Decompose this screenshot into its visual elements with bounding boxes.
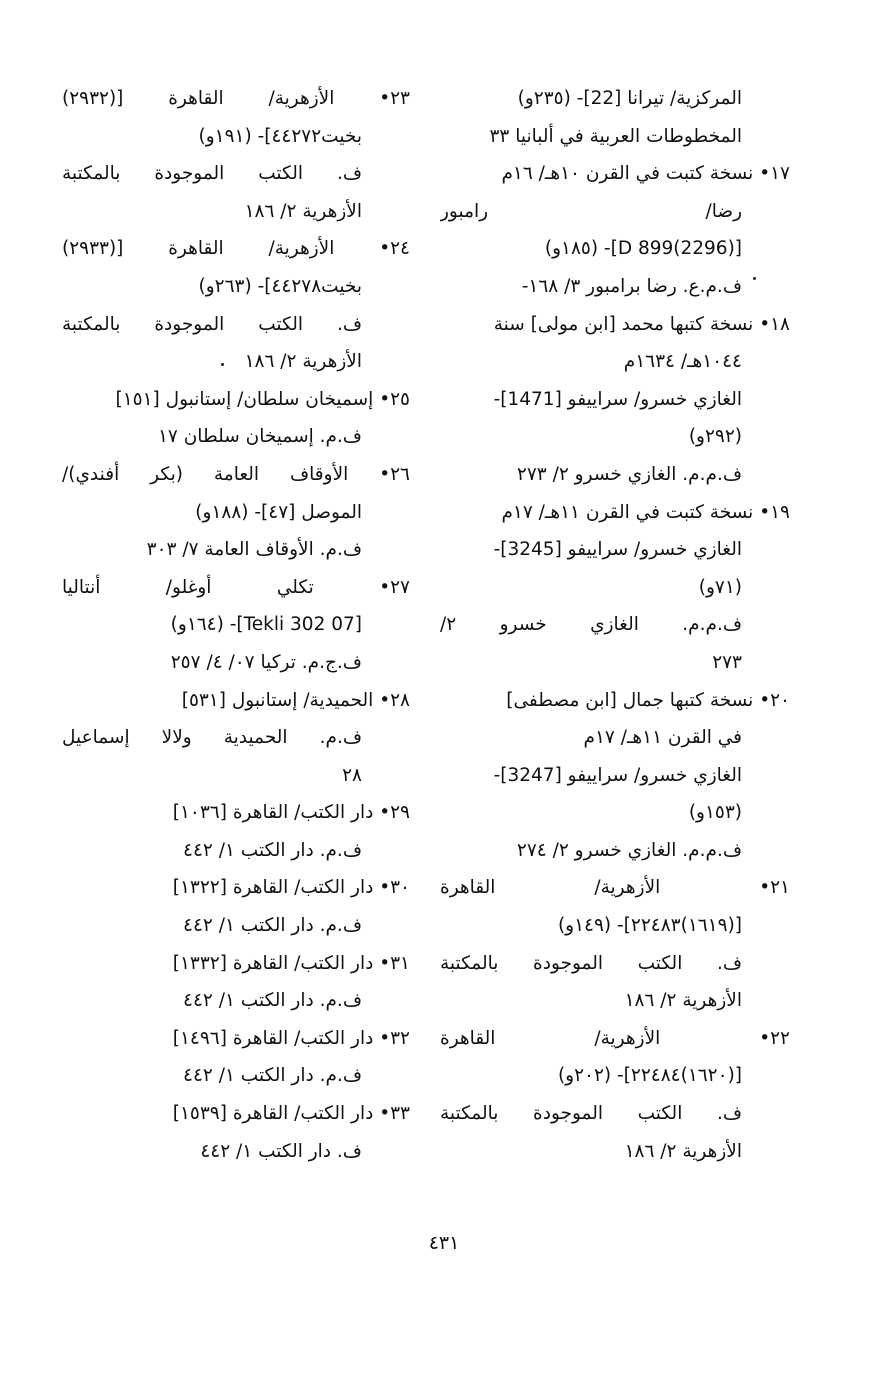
entry-detail-line: (٧١و) — [698, 576, 742, 598]
entry-heading-line: ١٨• نسخة كتبها محمد [ابن مولى] سنة — [493, 313, 790, 335]
entry-detail-line: ف.م. دار الكتب ١/ ٤٤٢ — [183, 915, 362, 937]
entry-detail-line: في القرن ١١هـ/ ١٧م — [583, 727, 742, 749]
speck-mark — [753, 277, 756, 280]
entry-detail-line: ف.م.م. الغازي خسرو ٢/ ٢٧٣ — [516, 463, 742, 485]
entry-detail-line: ٢٨ — [342, 764, 362, 786]
entry-heading-line: ٢٤• الأزهرية/ القاهرة [(٢٩٣٣) — [62, 238, 410, 260]
entry-detail-line: الموصل [٤٧]- (١٨٨و) — [195, 501, 362, 523]
entry-detail-line: ف. دار الكتب ١/ ٤٤٢ — [200, 1140, 362, 1162]
speck-mark — [221, 363, 224, 366]
entry-detail-line: ١٠٤٤هـ/ ١٦٣٤م — [623, 351, 742, 373]
entry-detail-line: ٢٧٣ — [712, 651, 742, 673]
entry-heading-line: ٣٣• دار الكتب/ القاهرة [١٥٣٩] — [172, 1103, 410, 1125]
entry-heading-line: ٢٠• نسخة كتبها جمال [ابن مصطفى] — [506, 689, 790, 711]
entry-detail-line: بخيت٤٤٢٧٢]- (١٩١و) — [198, 125, 362, 147]
entry-heading-line: ٢٧• تكلي أوغلو/ أنتاليا — [62, 576, 410, 598]
entry-heading-line: ٢٢• الأزهرية/ القاهرة — [440, 1027, 790, 1049]
entry-detail-line: [D 899(2296)]- (١٨٥و) — [544, 238, 742, 260]
entry-detail-line: ف.م. دار الكتب ١/ ٤٤٢ — [183, 839, 362, 861]
entry-heading-line: ٢٥• إسميخان سلطان/ إستانبول [١٥١] — [115, 388, 410, 410]
entry-detail-line: ف.م. إسميخان سلطان ١٧ — [157, 426, 362, 448]
entry-heading-line: ٢١• الأزهرية/ القاهرة — [440, 877, 790, 899]
entry-detail-line: الغازي خسرو/ سراييفو [1471]- — [493, 388, 742, 410]
entry-detail-line: ف.م. دار الكتب ١/ ٤٤٢ — [183, 1065, 362, 1087]
entry-detail-line: الأزهرية ٢/ ١٨٦ — [624, 1140, 742, 1162]
entry-heading-line: ١٧• نسخة كتبت في القرن ١٠هـ/ ١٦م — [501, 163, 790, 185]
entry-heading-line: ٢٨• الحميدية/ إستانبول [٥٣١] — [181, 689, 410, 711]
entry-detail-line: المخطوطات العربية في ألبانيا ٣٣ — [489, 125, 742, 147]
entry-heading-line: ٣٠• دار الكتب/ القاهرة [١٣٢٢] — [172, 877, 410, 899]
right-column — [440, 80, 790, 1170]
entry-detail-line: ف. الكتب الموجودة بالمكتبة — [62, 313, 362, 335]
entry-detail-line: ف.ج.م. تركيا ٠٧/ ٤/ ٢٥٧ — [170, 651, 362, 673]
entry-heading-line: ٢٩• دار الكتب/ القاهرة [١٠٣٦] — [172, 802, 410, 824]
entry-detail-line: (١٥٣و) — [688, 802, 742, 824]
entry-detail-line: [(١٦١٩)٢٢٤٨٣]- (١٤٩و) — [557, 915, 742, 937]
entry-detail-line: ف.م.م. الغازي خسرو ٢/ — [440, 614, 742, 636]
entry-heading-line: ٢٦• الأوقاف العامة (بكر أفندي)/ — [62, 463, 410, 485]
entry-detail-line: الأزهرية ٢/ ١٨٦ — [244, 351, 362, 373]
entry-detail-line: ف. الكتب الموجودة بالمكتبة — [440, 1103, 742, 1125]
entry-detail-line: [Tekli 302 07]- (١٦٤و) — [170, 614, 362, 636]
entry-heading-line: ٢٣• الأزهرية/ القاهرة [(٢٩٣٢) — [62, 88, 410, 109]
left-column — [62, 80, 410, 1170]
entry-heading-line: ١٩• نسخة كتبت في القرن ١١هـ/ ١٧م — [501, 501, 790, 523]
entry-detail-line: ف.م. الأوقاف العامة ٧/ ٣٠٣ — [146, 539, 362, 561]
page-number: ٤٣١ — [428, 1232, 460, 1254]
entry-detail-line: الغازي خسرو/ سراييفو [3245]- — [493, 539, 742, 561]
entry-detail-line: الأزهرية ٢/ ١٨٦ — [244, 200, 362, 222]
entry-detail-line: المركزية/ تيرانا [22]- (٢٣٥و) — [517, 88, 742, 109]
entry-detail-line: رضا/ رامبور — [440, 200, 742, 222]
entry-detail-line: الأزهرية ٢/ ١٨٦ — [624, 990, 742, 1012]
entry-heading-line: ٣١• دار الكتب/ القاهرة [١٣٣٢] — [172, 952, 410, 974]
entry-detail-line: ف.م.ع. رضا برامبور ٣/ ١٦٨- — [521, 275, 742, 297]
entry-detail-line: ف. الكتب الموجودة بالمكتبة — [440, 952, 742, 974]
entry-heading-line: ٣٢• دار الكتب/ القاهرة [١٤٩٦] — [172, 1027, 410, 1049]
entry-detail-line: ف.م. الحميدية ولالا إسماعيل — [62, 727, 362, 749]
entry-detail-line: الغازي خسرو/ سراييفو [3247]- — [493, 764, 742, 786]
entry-detail-line: ف.م.م. الغازي خسرو ٢/ ٢٧٤ — [516, 839, 742, 861]
entry-detail-line: [(١٦٢٠)٢٢٤٨٤]- (٢٠٢و) — [557, 1065, 742, 1087]
entry-detail-line: ف. الكتب الموجودة بالمكتبة — [62, 163, 362, 185]
entry-detail-line: (٢٩٢و) — [688, 426, 742, 448]
entry-detail-line: بخيت٤٤٢٧٨]- (٢٦٣و) — [198, 275, 362, 297]
entry-detail-line: ف.م. دار الكتب ١/ ٤٤٢ — [183, 990, 362, 1012]
